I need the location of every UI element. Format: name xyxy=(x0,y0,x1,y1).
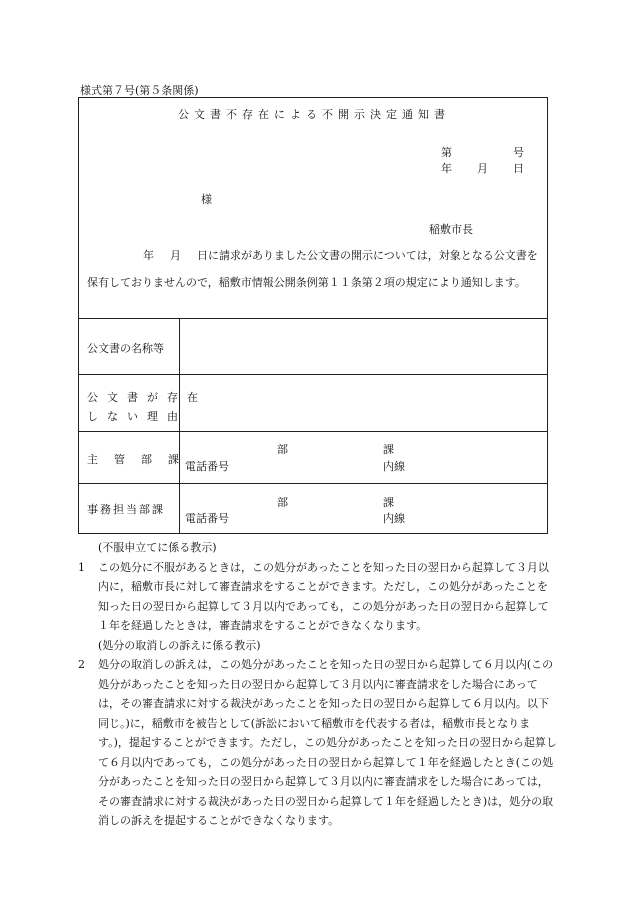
staff-ext-label: 内線 xyxy=(383,512,405,525)
dept-bu: 部 xyxy=(277,443,288,456)
date-month: 月 xyxy=(477,162,488,175)
dept-ka: 課 xyxy=(383,443,394,456)
document-name-label: 公文書の名称等 xyxy=(87,342,164,355)
appeal-heading: (不服申立てに係る教示) xyxy=(98,541,217,554)
dept-ext-label: 内線 xyxy=(383,460,405,473)
staff-phone-label: 電話番号 xyxy=(185,512,229,525)
recipient-suffix: 様 xyxy=(201,193,212,206)
appeal-note-number: 1 xyxy=(78,560,85,574)
lawsuit-note-number: 2 xyxy=(78,658,85,671)
instructions xyxy=(78,538,558,831)
number-label: 第 xyxy=(441,146,452,159)
lawsuit-heading: (処分の取消しの訴えに係る教示) xyxy=(98,638,261,652)
date-year: 年 xyxy=(441,162,452,175)
request-day: 日 xyxy=(197,249,208,262)
staff-dept-label: 事務担当部課 xyxy=(87,503,165,516)
staff-ka: 課 xyxy=(383,496,394,509)
notice-body xyxy=(87,242,542,296)
appeal-note xyxy=(78,558,558,636)
document-title: 公文書不存在による不開示決定通知書 xyxy=(178,108,450,121)
number-suffix: 号 xyxy=(513,146,524,159)
staff-bu: 部 xyxy=(277,496,288,509)
lawsuit-note xyxy=(78,655,558,831)
appeal-note-text: この処分に不服があるときは，この処分があったことを知った日の翌日から起算して３月以内に，稲敷市長に対して審査請求をすることができます。ただし，この処分があったことを知った日の翌日から起算して３月以内であっても，この処分があった日の翌日から起算して１年を経過したときは，審査請求をすることができなくなります。 xyxy=(98,560,549,632)
request-month: 月 xyxy=(170,249,181,262)
body-text: に請求がありました公文書の開示については，対象となる公文書を保有しておりませんので，稲敷市情報公開条例第１１条第２項の規定により通知します。 xyxy=(87,249,538,289)
notice-form xyxy=(78,97,548,534)
dept-phone-label: 電話番号 xyxy=(185,460,229,473)
reason-label-line2: しない理由 xyxy=(87,410,187,423)
date-day: 日 xyxy=(513,162,524,175)
reason-label-line1: 公文書が存在 xyxy=(87,391,207,404)
issuer-name: 稲敷市長 xyxy=(429,223,473,236)
lawsuit-note-text: 処分の取消しの訴えは，この処分があったことを知った日の翌日から起算して６月以内(この処分があったことを知った日の翌日から起算して３月以内に審査請求をした場合にあっては，その審査請求に対する裁決があったことを知った日の翌日から起算して６月以内。以下同じ。)に，稲敷市を被告として(訴訟において稲敷市を代表する者は，稲敷市長となります。)，提起することができます。ただし，この処分があったことを知った日の翌日から起算して６月以内であっても，この処分があった日の翌日から起算して１年を経過したとき(この処分があったことを知った日の翌日から起算して３月以内に審査請求をした場合にあっては，その審査請求に対する裁決があった日の翌日から起算して１年を経過したとき)は，処分の取消しの訴えを提起することができなくなります。 xyxy=(98,658,557,827)
managing-dept-label: 主管部課 xyxy=(87,453,195,466)
form-label: 様式第７号(第５条関係) xyxy=(80,84,199,97)
request-year: 年 xyxy=(143,249,154,262)
